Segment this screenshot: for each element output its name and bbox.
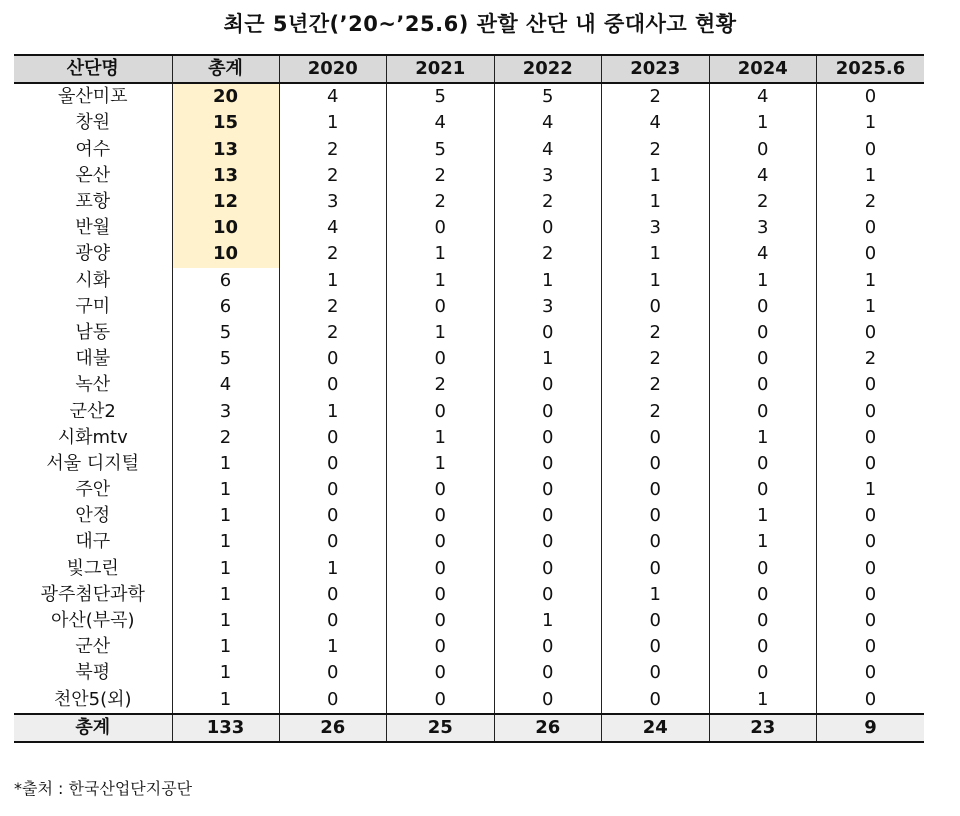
cell-2024: 1	[709, 425, 817, 451]
cell-2020: 0	[279, 582, 387, 608]
cell-2024: 4	[709, 83, 817, 110]
cell-total: 1	[172, 660, 279, 686]
cell-2021: 2	[387, 163, 495, 189]
cell-2025-6: 0	[817, 687, 925, 714]
cell-2023: 2	[602, 346, 710, 372]
cell-2025-6: 0	[817, 320, 925, 346]
cell-2023: 0	[602, 608, 710, 634]
cell-2020: 0	[279, 529, 387, 555]
cell-2024: 4	[709, 241, 817, 267]
cell-2020: 0	[279, 660, 387, 686]
cell-2022: 0	[494, 425, 602, 451]
cell-complex-name: 빛그린	[66, 557, 119, 579]
column-header-2021: 2021	[387, 55, 495, 83]
cell-total: 1	[172, 477, 279, 503]
cell-2020: 3	[279, 189, 387, 215]
cell-2022: 0	[494, 451, 602, 477]
cell-complex-name: 울산미포	[57, 86, 128, 108]
cell-complex-name: 구미	[75, 295, 111, 317]
cell-2024: 4	[709, 163, 817, 189]
total-row-label: 총계	[14, 714, 172, 742]
table-row	[14, 241, 924, 267]
cell-complex-name: 여수	[75, 138, 111, 160]
cell-2025-6: 1	[817, 110, 925, 136]
cell-2025-6: 0	[817, 556, 925, 582]
table-row	[14, 556, 924, 582]
cell-total: 1	[172, 451, 279, 477]
cell-2024: 0	[709, 451, 817, 477]
cell-2022: 0	[494, 477, 602, 503]
cell-2024: 1	[709, 529, 817, 555]
cell-2022: 1	[494, 346, 602, 372]
table-row	[14, 687, 924, 714]
cell-2025-6: 0	[817, 451, 925, 477]
table-row	[14, 294, 924, 320]
cell-2022: 0	[494, 320, 602, 346]
cell-2022: 0	[494, 215, 602, 241]
cell-2024: 3	[709, 215, 817, 241]
cell-2021: 2	[387, 189, 495, 215]
cell-2024: 0	[709, 660, 817, 686]
cell-2024: 0	[709, 346, 817, 372]
cell-total: 10	[172, 215, 279, 241]
table-row	[14, 529, 924, 555]
cell-2023: 0	[602, 660, 710, 686]
cell-2021: 1	[387, 241, 495, 267]
cell-2022: 0	[494, 398, 602, 424]
table-row	[14, 346, 924, 372]
cell-2025-6: 2	[817, 189, 925, 215]
cell-complex-name: 서울 디지털	[46, 452, 140, 474]
cell-2020: 1	[279, 398, 387, 424]
cell-2022: 0	[494, 372, 602, 398]
table-row	[14, 372, 924, 398]
cell-total: 4	[172, 372, 279, 398]
cell-2021: 0	[387, 634, 495, 660]
table-row	[14, 660, 924, 686]
cell-total: 5	[172, 346, 279, 372]
cell-2022: 2	[494, 241, 602, 267]
cell-complex-name: 대구	[75, 531, 111, 553]
cell-2025-6: 0	[817, 425, 925, 451]
cell-2021: 0	[387, 660, 495, 686]
cell-2023: 2	[602, 372, 710, 398]
table-row	[14, 320, 924, 346]
cell-complex-name: 반월	[75, 217, 111, 239]
cell-2024: 0	[709, 582, 817, 608]
total-row-2025-6: 9	[817, 714, 925, 742]
total-row-2024: 23	[709, 714, 817, 742]
cell-2022: 1	[494, 608, 602, 634]
cell-2020: 4	[279, 83, 387, 110]
cell-2021: 0	[387, 608, 495, 634]
cell-2022: 3	[494, 163, 602, 189]
cell-total: 1	[172, 608, 279, 634]
cell-complex-name: 녹산	[75, 374, 111, 396]
total-row-2023: 24	[602, 714, 710, 742]
table-row	[14, 477, 924, 503]
cell-2024: 0	[709, 556, 817, 582]
cell-2023: 1	[602, 582, 710, 608]
cell-2025-6: 1	[817, 477, 925, 503]
cell-2025-6: 1	[817, 163, 925, 189]
table-row	[14, 451, 924, 477]
total-row-total: 133	[172, 714, 279, 742]
cell-complex-name: 창원	[75, 112, 111, 134]
cell-2021: 4	[387, 110, 495, 136]
cell-2022: 0	[494, 660, 602, 686]
cell-2020: 0	[279, 503, 387, 529]
cell-2020: 2	[279, 294, 387, 320]
cell-2020: 2	[279, 137, 387, 163]
cell-complex-name: 주안	[75, 479, 111, 501]
cell-2021: 1	[387, 425, 495, 451]
cell-complex-name: 시화mtv	[57, 426, 128, 448]
cell-total: 6	[172, 294, 279, 320]
column-header-name: 산단명	[14, 55, 172, 83]
cell-2021: 0	[387, 582, 495, 608]
cell-2021: 1	[387, 268, 495, 294]
cell-2024: 0	[709, 294, 817, 320]
cell-2024: 0	[709, 608, 817, 634]
cell-total: 1	[172, 687, 279, 714]
cell-complex-name: 대불	[75, 348, 111, 370]
cell-2020: 2	[279, 163, 387, 189]
cell-total: 1	[172, 503, 279, 529]
table-header-row	[14, 55, 924, 83]
cell-2022: 0	[494, 687, 602, 714]
cell-2022: 0	[494, 529, 602, 555]
cell-2025-6: 0	[817, 241, 925, 267]
cell-total: 1	[172, 556, 279, 582]
table-row	[14, 137, 924, 163]
table-row	[14, 425, 924, 451]
cell-2025-6: 0	[817, 634, 925, 660]
cell-2021: 5	[387, 83, 495, 110]
cell-2020: 0	[279, 372, 387, 398]
cell-2024: 0	[709, 477, 817, 503]
accident-table	[14, 54, 924, 743]
cell-2023: 0	[602, 634, 710, 660]
table-row	[14, 110, 924, 136]
table-row	[14, 608, 924, 634]
cell-2021: 5	[387, 137, 495, 163]
column-header-2022: 2022	[494, 55, 602, 83]
cell-2024: 0	[709, 398, 817, 424]
cell-2023: 1	[602, 241, 710, 267]
cell-2023: 3	[602, 215, 710, 241]
cell-2020: 2	[279, 241, 387, 267]
cell-total: 12	[172, 189, 279, 215]
cell-2022: 0	[494, 556, 602, 582]
cell-complex-name: 시화	[75, 269, 111, 291]
cell-2020: 0	[279, 346, 387, 372]
total-row-2022: 26	[494, 714, 602, 742]
cell-2024: 0	[709, 137, 817, 163]
cell-total: 3	[172, 398, 279, 424]
cell-total: 1	[172, 529, 279, 555]
cell-2025-6: 0	[817, 83, 925, 110]
cell-total: 5	[172, 320, 279, 346]
cell-2025-6: 0	[817, 660, 925, 686]
cell-2021: 0	[387, 477, 495, 503]
cell-2025-6: 2	[817, 346, 925, 372]
cell-2025-6: 1	[817, 294, 925, 320]
cell-complex-name: 광양	[75, 243, 111, 265]
cell-complex-name: 포항	[75, 191, 111, 213]
table-row	[14, 398, 924, 424]
cell-2023: 4	[602, 110, 710, 136]
cell-complex-name: 아산(부곡)	[50, 610, 135, 632]
table-row	[14, 215, 924, 241]
cell-2023: 2	[602, 398, 710, 424]
cell-2020: 1	[279, 634, 387, 660]
cell-2025-6: 0	[817, 215, 925, 241]
cell-2023: 0	[602, 529, 710, 555]
cell-2023: 0	[602, 503, 710, 529]
total-row-2020: 26	[279, 714, 387, 742]
cell-2021: 1	[387, 451, 495, 477]
cell-complex-name: 광주첨단과학	[40, 583, 145, 605]
cell-2021: 0	[387, 215, 495, 241]
cell-2024: 0	[709, 634, 817, 660]
cell-total: 13	[172, 137, 279, 163]
cell-2020: 1	[279, 110, 387, 136]
column-header-2023: 2023	[602, 55, 710, 83]
cell-total: 20	[172, 83, 279, 110]
cell-2022: 0	[494, 503, 602, 529]
cell-2023: 0	[602, 477, 710, 503]
cell-2021: 0	[387, 687, 495, 714]
cell-2023: 0	[602, 451, 710, 477]
cell-2025-6: 0	[817, 503, 925, 529]
cell-2020: 1	[279, 556, 387, 582]
column-header-2020: 2020	[279, 55, 387, 83]
cell-2022: 5	[494, 83, 602, 110]
cell-total: 15	[172, 110, 279, 136]
cell-2023: 1	[602, 189, 710, 215]
table-total-row	[14, 714, 924, 742]
source-footnote: *출처 : 한국산업단지공단	[14, 779, 193, 798]
column-header-total: 총계	[172, 55, 279, 83]
cell-2024: 1	[709, 110, 817, 136]
table-row	[14, 503, 924, 529]
cell-2022: 0	[494, 634, 602, 660]
cell-2022: 4	[494, 110, 602, 136]
cell-2025-6: 0	[817, 608, 925, 634]
cell-2025-6: 0	[817, 372, 925, 398]
cell-2025-6: 0	[817, 137, 925, 163]
cell-2021: 2	[387, 372, 495, 398]
cell-2024: 2	[709, 189, 817, 215]
table-row	[14, 83, 924, 110]
cell-2022: 3	[494, 294, 602, 320]
cell-2020: 0	[279, 425, 387, 451]
cell-complex-name: 군산2	[69, 400, 116, 422]
table-row	[14, 189, 924, 215]
cell-total: 2	[172, 425, 279, 451]
table-row	[14, 582, 924, 608]
cell-2022: 0	[494, 582, 602, 608]
table-row	[14, 634, 924, 660]
cell-2021: 0	[387, 503, 495, 529]
cell-2023: 0	[602, 556, 710, 582]
cell-total: 1	[172, 634, 279, 660]
cell-2023: 2	[602, 83, 710, 110]
cell-2022: 4	[494, 137, 602, 163]
cell-2021: 0	[387, 556, 495, 582]
table-body	[14, 83, 924, 714]
page-title: 최근 5년간(’20~’25.6) 관할 산단 내 중대사고 현황	[223, 12, 737, 36]
cell-2020: 1	[279, 268, 387, 294]
cell-2025-6: 0	[817, 582, 925, 608]
cell-2021: 0	[387, 346, 495, 372]
column-header-2025-6: 2025.6	[817, 55, 925, 83]
cell-2020: 4	[279, 215, 387, 241]
cell-total: 13	[172, 163, 279, 189]
cell-2024: 0	[709, 372, 817, 398]
cell-2020: 2	[279, 320, 387, 346]
cell-total: 10	[172, 241, 279, 267]
cell-total: 6	[172, 268, 279, 294]
cell-2024: 1	[709, 268, 817, 294]
column-header-2024: 2024	[709, 55, 817, 83]
cell-2021: 0	[387, 529, 495, 555]
cell-2023: 1	[602, 268, 710, 294]
cell-complex-name: 남동	[75, 321, 111, 343]
table-row	[14, 163, 924, 189]
cell-2025-6: 0	[817, 529, 925, 555]
cell-2020: 0	[279, 608, 387, 634]
cell-2023: 0	[602, 687, 710, 714]
cell-2020: 0	[279, 687, 387, 714]
cell-complex-name: 온산	[75, 164, 111, 186]
cell-2023: 1	[602, 163, 710, 189]
cell-complex-name: 천안5(외)	[53, 688, 132, 710]
cell-2023: 2	[602, 137, 710, 163]
cell-2020: 0	[279, 451, 387, 477]
cell-2021: 0	[387, 294, 495, 320]
cell-2023: 0	[602, 294, 710, 320]
cell-2025-6: 1	[817, 268, 925, 294]
cell-2025-6: 0	[817, 398, 925, 424]
cell-2021: 0	[387, 398, 495, 424]
table-row	[14, 268, 924, 294]
cell-2022: 2	[494, 189, 602, 215]
total-row-2021: 25	[387, 714, 495, 742]
cell-2024: 1	[709, 687, 817, 714]
cell-2021: 1	[387, 320, 495, 346]
cell-2020: 0	[279, 477, 387, 503]
cell-2024: 1	[709, 503, 817, 529]
cell-complex-name: 북평	[75, 662, 111, 684]
cell-2024: 0	[709, 320, 817, 346]
cell-2023: 0	[602, 425, 710, 451]
cell-complex-name: 안정	[75, 505, 111, 527]
cell-2023: 2	[602, 320, 710, 346]
cell-total: 1	[172, 582, 279, 608]
cell-2022: 1	[494, 268, 602, 294]
cell-complex-name: 군산	[75, 636, 111, 658]
